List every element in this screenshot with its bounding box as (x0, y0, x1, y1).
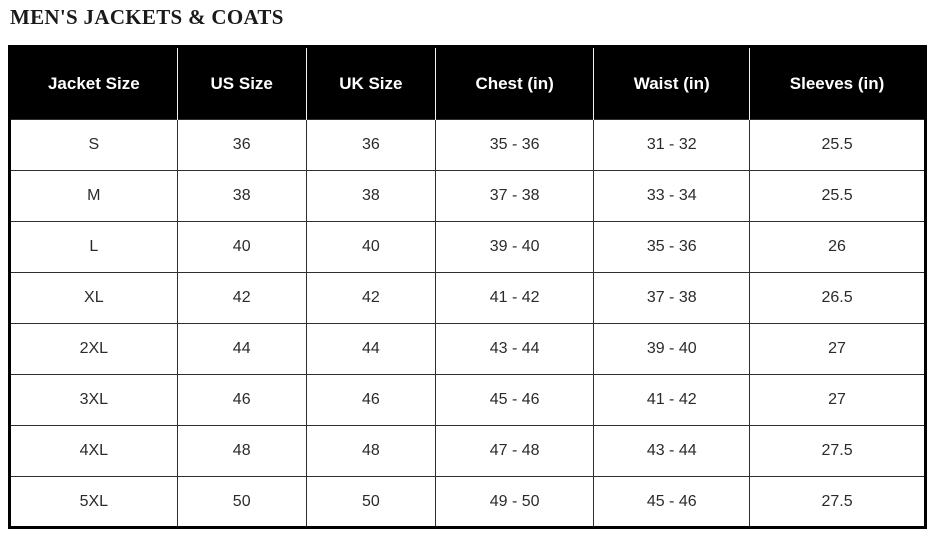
table-cell: 25.5 (750, 171, 926, 222)
table-cell: XL (10, 273, 178, 324)
table-cell: 48 (306, 426, 435, 477)
page-title: MEN'S JACKETS & COATS (10, 5, 284, 29)
table-cell: 36 (306, 120, 435, 171)
table-cell: 42 (177, 273, 306, 324)
table-cell: 27.5 (750, 426, 926, 477)
header-row (10, 47, 926, 120)
table-cell: 43 - 44 (594, 426, 750, 477)
table-row (10, 477, 926, 528)
table-cell: 50 (177, 477, 306, 528)
table-cell: 4XL (10, 426, 178, 477)
table-cell: 26.5 (750, 273, 926, 324)
table-cell: 2XL (10, 324, 178, 375)
table-row (10, 222, 926, 273)
table-cell: 42 (306, 273, 435, 324)
table-cell: 33 - 34 (594, 171, 750, 222)
column-header: UK Size (306, 47, 435, 120)
table-body (10, 120, 926, 528)
table-cell: 46 (177, 375, 306, 426)
table-cell: S (10, 120, 178, 171)
table-cell: 38 (306, 171, 435, 222)
table-cell: 45 - 46 (594, 477, 750, 528)
table-cell: 39 - 40 (594, 324, 750, 375)
table-row (10, 375, 926, 426)
table-cell: 39 - 40 (435, 222, 593, 273)
column-header: Sleeves (in) (750, 47, 926, 120)
table-cell: L (10, 222, 178, 273)
table-cell: 31 - 32 (594, 120, 750, 171)
table-cell: 44 (177, 324, 306, 375)
table-cell: 41 - 42 (594, 375, 750, 426)
table-cell: 3XL (10, 375, 178, 426)
size-chart-table (8, 45, 927, 529)
table-cell: 43 - 44 (435, 324, 593, 375)
column-header: US Size (177, 47, 306, 120)
table-row (10, 324, 926, 375)
table-cell: 40 (177, 222, 306, 273)
table-cell: 49 - 50 (435, 477, 593, 528)
table-cell: 35 - 36 (594, 222, 750, 273)
table-row (10, 120, 926, 171)
table-cell: 45 - 46 (435, 375, 593, 426)
column-header: Chest (in) (435, 47, 593, 120)
table-cell: 48 (177, 426, 306, 477)
table-row (10, 273, 926, 324)
table-cell: 5XL (10, 477, 178, 528)
table-row (10, 171, 926, 222)
table-cell: 35 - 36 (435, 120, 593, 171)
table-cell: 27.5 (750, 477, 926, 528)
table-cell: 40 (306, 222, 435, 273)
table-cell: 27 (750, 324, 926, 375)
table-cell: 44 (306, 324, 435, 375)
table-cell: 47 - 48 (435, 426, 593, 477)
table-cell: 36 (177, 120, 306, 171)
table-cell: 41 - 42 (435, 273, 593, 324)
table-cell: 27 (750, 375, 926, 426)
table-cell: 50 (306, 477, 435, 528)
table-cell: 37 - 38 (594, 273, 750, 324)
column-header: Waist (in) (594, 47, 750, 120)
table-header (10, 47, 926, 120)
table-cell: 37 - 38 (435, 171, 593, 222)
table-cell: 46 (306, 375, 435, 426)
table-cell: M (10, 171, 178, 222)
table-cell: 38 (177, 171, 306, 222)
table-cell: 25.5 (750, 120, 926, 171)
column-header: Jacket Size (10, 47, 178, 120)
table-row (10, 426, 926, 477)
table-cell: 26 (750, 222, 926, 273)
